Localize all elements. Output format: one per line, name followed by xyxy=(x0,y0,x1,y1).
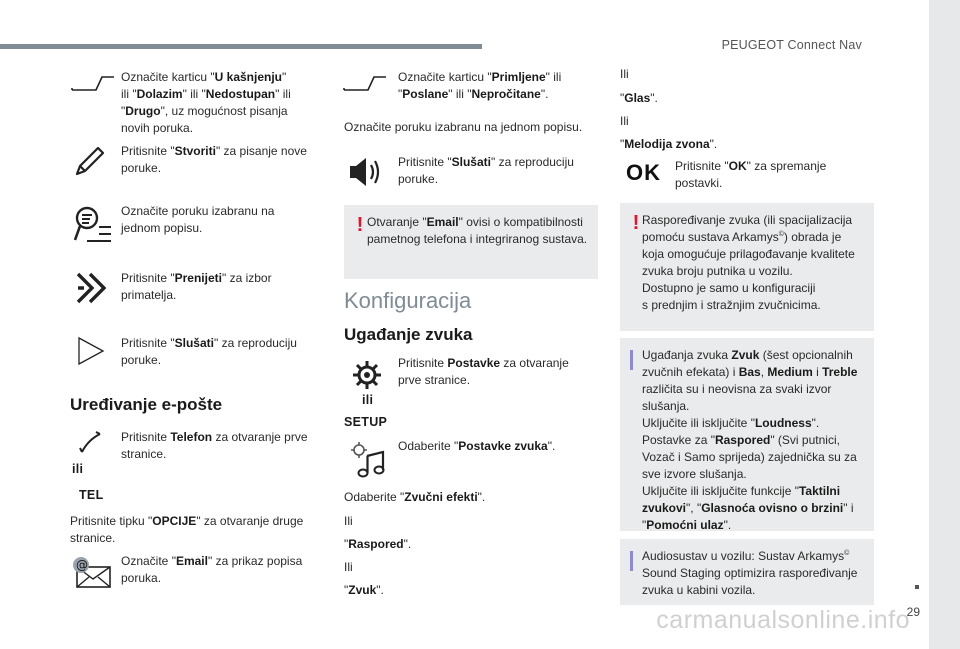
ok-text: Pritisnite "OK" za spremanje postavki. xyxy=(675,159,827,190)
info-icon xyxy=(630,350,633,370)
email-compat-text: Otvaranje "Email" ovisi o kompatibilnosti pametnog telefona i integriranog sustava. xyxy=(367,215,588,246)
sound-settings-icon xyxy=(350,440,386,478)
list-tab-icon-2 xyxy=(342,74,388,94)
gear-icon xyxy=(352,360,382,390)
watermark: carmanualsonline.info xyxy=(656,606,910,634)
or-label-3: Ili xyxy=(620,67,629,81)
configuration-heading: Konfiguracija xyxy=(344,288,472,313)
forward-text: Pritisnite "Prenijeti" za izbor primatelja. xyxy=(121,271,272,302)
arkamys-warning xyxy=(620,203,874,331)
audio-system-info-text: Audiosustav u vozilu: Sustav Arkamys© Sound Staging optimizira raspoređivanje zvuka u kabini vozila. xyxy=(642,549,858,597)
setup-button-label: SETUP xyxy=(344,415,388,429)
received-tab-text: Označite karticu "Primljene" ili "Poslane" ili "Nepročitane". xyxy=(398,70,562,101)
search-list-icon xyxy=(73,204,113,244)
tel-button-label: TEL xyxy=(79,488,104,502)
or-label-4: Ili xyxy=(620,114,629,128)
or-label-2: Ili xyxy=(344,560,353,574)
create-text: Pritisnite "Stvoriti" za pisanje nove poruke. xyxy=(121,144,307,175)
voice-text: "Glas". xyxy=(620,91,658,105)
list-tab-icon xyxy=(70,74,116,94)
info-icon xyxy=(630,551,633,571)
sound-settings-text: Odaberite "Postavke zvuka". xyxy=(398,439,556,453)
sound-info-note xyxy=(620,338,874,531)
ringtone-text: "Melodija zvona". xyxy=(620,137,718,151)
options-text: Pritisnite tipku "OPCIJE" za otvaranje druge stranice. xyxy=(70,514,304,545)
warning-exclamation-icon: ! xyxy=(632,212,640,234)
settings-text: Pritisnite Postavke za otvaranje prve stranice. xyxy=(398,356,569,387)
end-of-page-marker xyxy=(915,585,919,589)
layout-text: "Raspored". xyxy=(344,537,412,551)
email-icon xyxy=(70,555,112,589)
listen-text-2: Pritisnite "Slušati" za reproduciju poruke. xyxy=(398,155,574,186)
phone-or-label: ili xyxy=(72,462,84,476)
listen-text: Pritisnite "Slušati" za reproduciju poruke. xyxy=(121,336,297,367)
header-rule xyxy=(0,44,482,49)
email-section-heading: Uređivanje e-pošte xyxy=(70,395,223,414)
sound-info-text: Ugađanja zvuka Zvuk (šest opcionalnih zvučnih efekata) i Bas, Medium i Treble različita su i neovisna za svaki izvor slušanja. Uključite ili isključite "Loudness". Postavke za "Raspored" (Svi putnici, Vozač i Samo sprijeda) zajednička su za sve izvore slušanja. Uključite ili isključite funkcije "Taktilni zvukovi", "Glasnoća ovisno o brzini" i "Pomoćni ulaz". xyxy=(642,348,858,532)
page-side-margin xyxy=(929,0,960,649)
phone-text: Pritisnite Telefon za otvaranje prve stranice. xyxy=(121,430,308,461)
sound-text: "Zvuk". xyxy=(344,583,384,597)
select-message-line: Označite poruku izabranu na jednom popisu. xyxy=(344,120,583,134)
pencil-icon xyxy=(73,144,107,178)
settings-or-label: ili xyxy=(362,393,374,407)
warning-exclamation-icon: ! xyxy=(356,214,364,236)
delays-tab-text: Označite karticu "U kašnjenju" ili "Dolazim" ili "Nedostupan" ili "Drugo", uz mogućnost pisanja novih poruka. xyxy=(121,70,291,135)
svg-text:@: @ xyxy=(76,558,88,572)
sound-effects-text: Odaberite "Zvučni efekti". xyxy=(344,490,486,504)
forward-icon xyxy=(76,272,106,304)
phone-icon xyxy=(78,430,104,456)
select-message-text: Označite poruku izabranu na jednom popisu. xyxy=(121,204,275,235)
email-compat-warning xyxy=(344,205,598,279)
speaker-icon xyxy=(348,155,384,189)
page-number: 29 xyxy=(906,605,920,619)
play-icon xyxy=(76,336,106,366)
audio-system-info-note xyxy=(620,539,874,605)
arkamys-warning-text: Raspoređivanje zvuka (ili spacijalizacija pomoću sustava Arkamys©) obrada je koja omogućuje prilagođavanje kvalitete zvuka broju putnika u vozilu. Dostupno je samo u konfiguraciji s prednjim i stražnjim zvučnicima. xyxy=(642,213,855,312)
sound-settings-heading: Ugađanje zvuka xyxy=(344,325,473,344)
or-label-1: Ili xyxy=(344,514,353,528)
ok-icon: OK xyxy=(626,160,661,185)
email-text: Označite "Email" za prikaz popisa poruka. xyxy=(121,554,303,585)
page-header-title: PEUGEOT Connect Nav xyxy=(721,38,862,52)
